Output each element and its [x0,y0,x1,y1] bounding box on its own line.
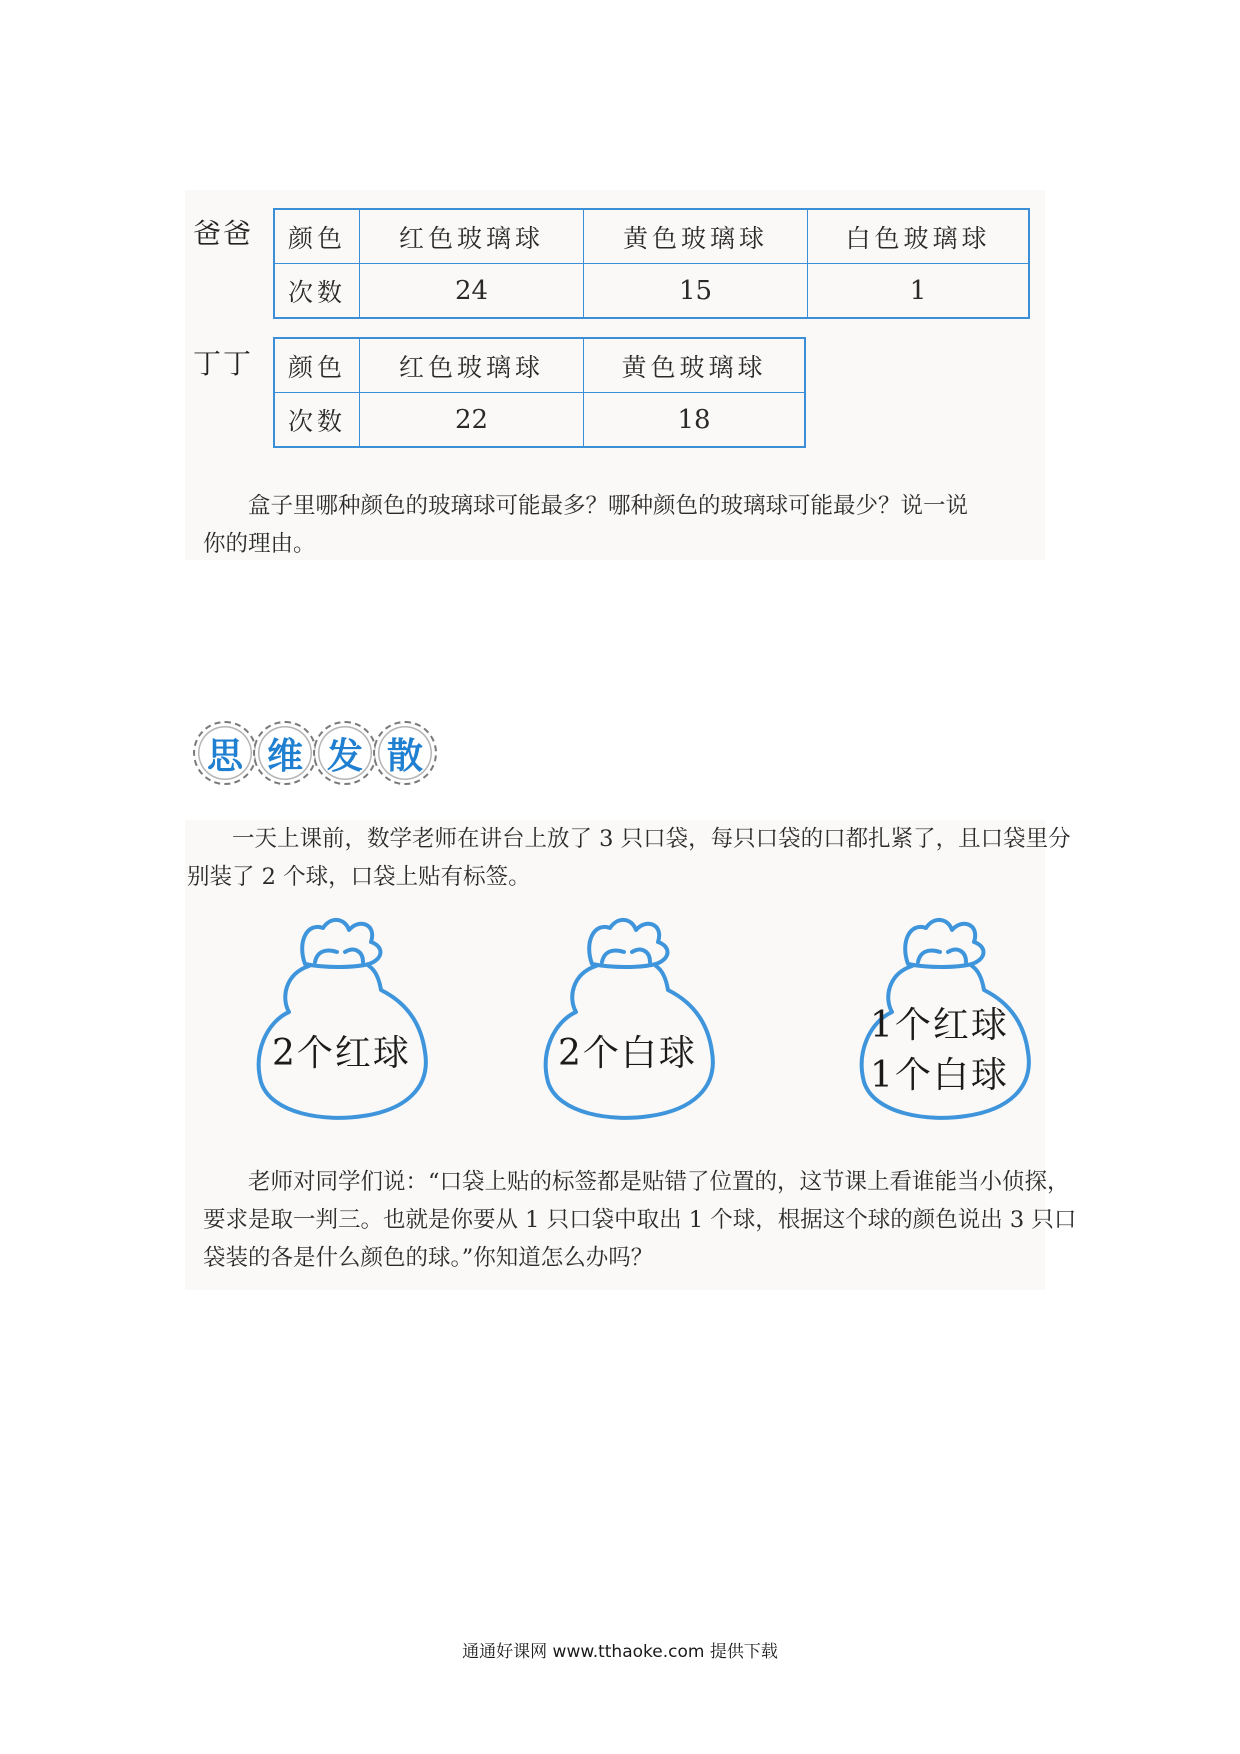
badge-char: 维 [253,721,317,785]
teacher-line: 老师对同学们说：“口袋上贴的标签都是贴错了位置的，这节课上看谁能当小侦探， [248,1169,1070,1195]
count-cell: 22 [360,393,584,448]
header-cell: 白色玻璃球 [808,209,1030,264]
count-cell: 1 [808,264,1030,319]
header-cell: 黄色玻璃球 [584,338,806,393]
table-row [274,264,1029,319]
header-cell: 黄色玻璃球 [584,209,808,264]
dad-label: 爸爸 [193,217,254,250]
header-cell: 颜色 [274,209,360,264]
footer-credit: 通通好课网 www.tthaoke.com 提供下载 [462,1642,778,1662]
dad-tally-table [273,208,1030,319]
header-cell: 红色玻璃球 [360,209,584,264]
bag-label: 1个红球 [870,1005,1009,1046]
count-cell: 15 [584,264,808,319]
table-row [274,338,805,393]
bag-label: 2个红球 [272,1033,411,1074]
row-label-cell: 次数 [274,264,360,319]
header-cell: 颜色 [274,338,360,393]
bag-illustration [532,912,732,1127]
teacher-line: 袋装的各是什么颜色的球。”你知道怎么办吗？ [203,1245,654,1271]
count-cell: 24 [360,264,584,319]
dingding-tally-table [273,337,806,448]
badge-char: 思 [193,721,257,785]
table-row [274,393,805,448]
badge-char: 散 [373,721,437,785]
row-label-cell: 次数 [274,393,360,448]
question-line: 你的理由。 [203,531,316,557]
bag-label: 2个白球 [558,1033,697,1074]
story-line: 别装了 2 个球，口袋上贴有标签。 [187,864,531,890]
bag-illustration [245,912,445,1127]
dingding-label: 丁丁 [193,347,254,380]
question-paragraph [203,487,1063,563]
badge-char: 发 [313,721,377,785]
table-row [274,209,1029,264]
teacher-line: 要求是取一判三。也就是你要从 1 只口袋中取出 1 个球，根据这个球的颜色说出 3 只口 [203,1207,1077,1233]
header-cell: 红色玻璃球 [360,338,584,393]
story-line: 一天上课前，数学老师在讲台上放了 3 只口袋，每只口袋的口都扎紧了，且口袋里分 [232,826,1071,852]
bag-label: 1个白球 [870,1055,1009,1096]
count-cell: 18 [584,393,806,448]
teacher-paragraph [203,1163,1077,1277]
question-line: 盒子里哪种颜色的玻璃球可能最多？哪种颜色的玻璃球可能最少？说一说 [248,493,969,519]
story-paragraph [187,820,1071,896]
